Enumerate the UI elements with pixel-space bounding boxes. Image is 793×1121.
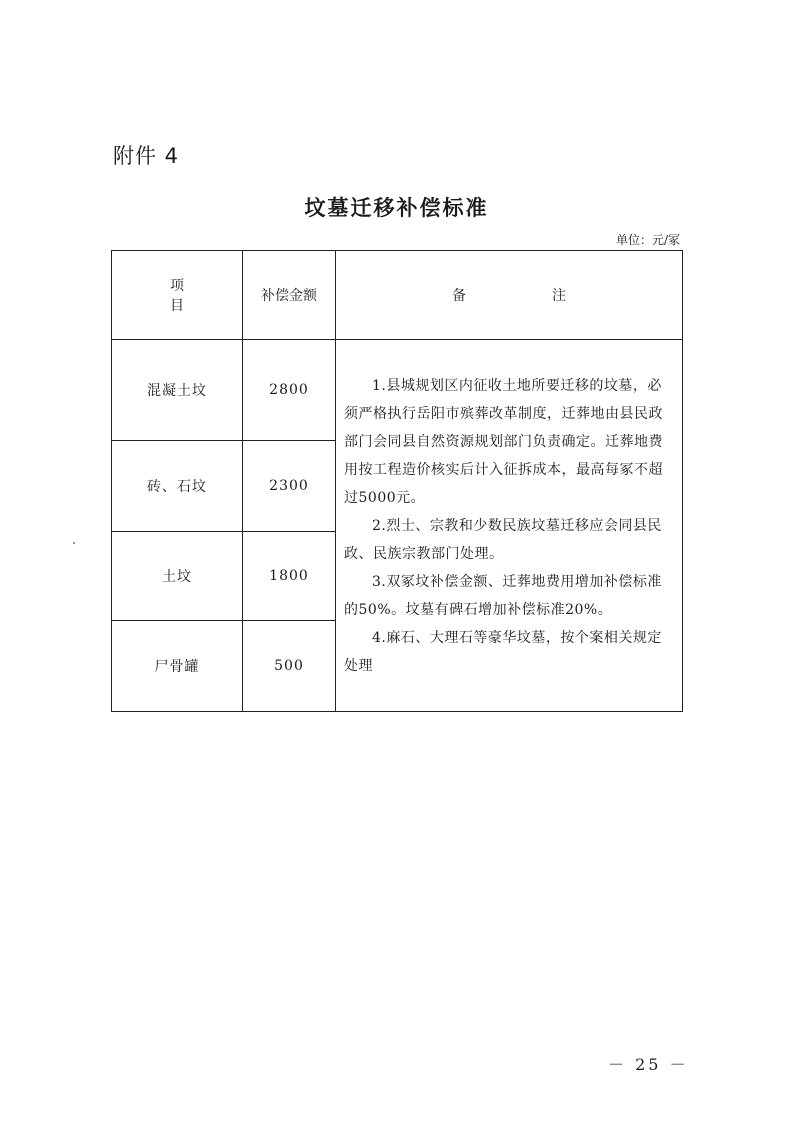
page-title: 坟墓迁移补偿标准 bbox=[304, 195, 489, 220]
page-number: － 25 － bbox=[608, 1055, 689, 1074]
amount-cell: 2800 bbox=[243, 340, 336, 441]
header-item: 项目 bbox=[112, 251, 243, 340]
note-paragraph: 1.县城规划区内征收土地所要迁移的坟墓，必须严格执行岳阳市殡葬改革制度，迁葬地由县民政部门会同县自然资源规划部门负责确定。迁葬地费用按工程造价核实后计入征拆成本，最高每冢不超过5000元。 bbox=[344, 377, 663, 506]
item-cell: 土坟 bbox=[112, 532, 243, 621]
table-header-row bbox=[112, 251, 683, 340]
item-cell: 混凝土坟 bbox=[112, 340, 243, 441]
item-cell: 砖、石坟 bbox=[112, 441, 243, 532]
amount-cell: 500 bbox=[243, 621, 336, 712]
header-note: 备注 bbox=[336, 251, 683, 340]
note-paragraph: 4.麻石、大理石等豪华坟墓，按个案相关规定处理 bbox=[344, 629, 662, 674]
note-cell bbox=[336, 340, 683, 712]
header-amount: 补偿金额 bbox=[243, 251, 336, 340]
item-cell: 尸骨罐 bbox=[112, 621, 243, 712]
note-paragraph: 2.烈士、宗教和少数民族坟墓迁移应会同县民政、民族宗教部门处理。 bbox=[344, 517, 662, 562]
amount-cell: 2300 bbox=[243, 441, 336, 532]
unit-label: 单位：元/冢 bbox=[615, 233, 680, 247]
note-paragraph: 3.双冢坟补偿金额、迁葬地费用增加补偿标准的50%。坟墓有碑石增加补偿标准20%。 bbox=[344, 573, 662, 618]
attachment-label: 附件 4 bbox=[113, 144, 180, 168]
scan-speck bbox=[73, 542, 75, 544]
compensation-table bbox=[111, 250, 683, 712]
table-row bbox=[112, 340, 683, 441]
amount-cell: 1800 bbox=[243, 532, 336, 621]
